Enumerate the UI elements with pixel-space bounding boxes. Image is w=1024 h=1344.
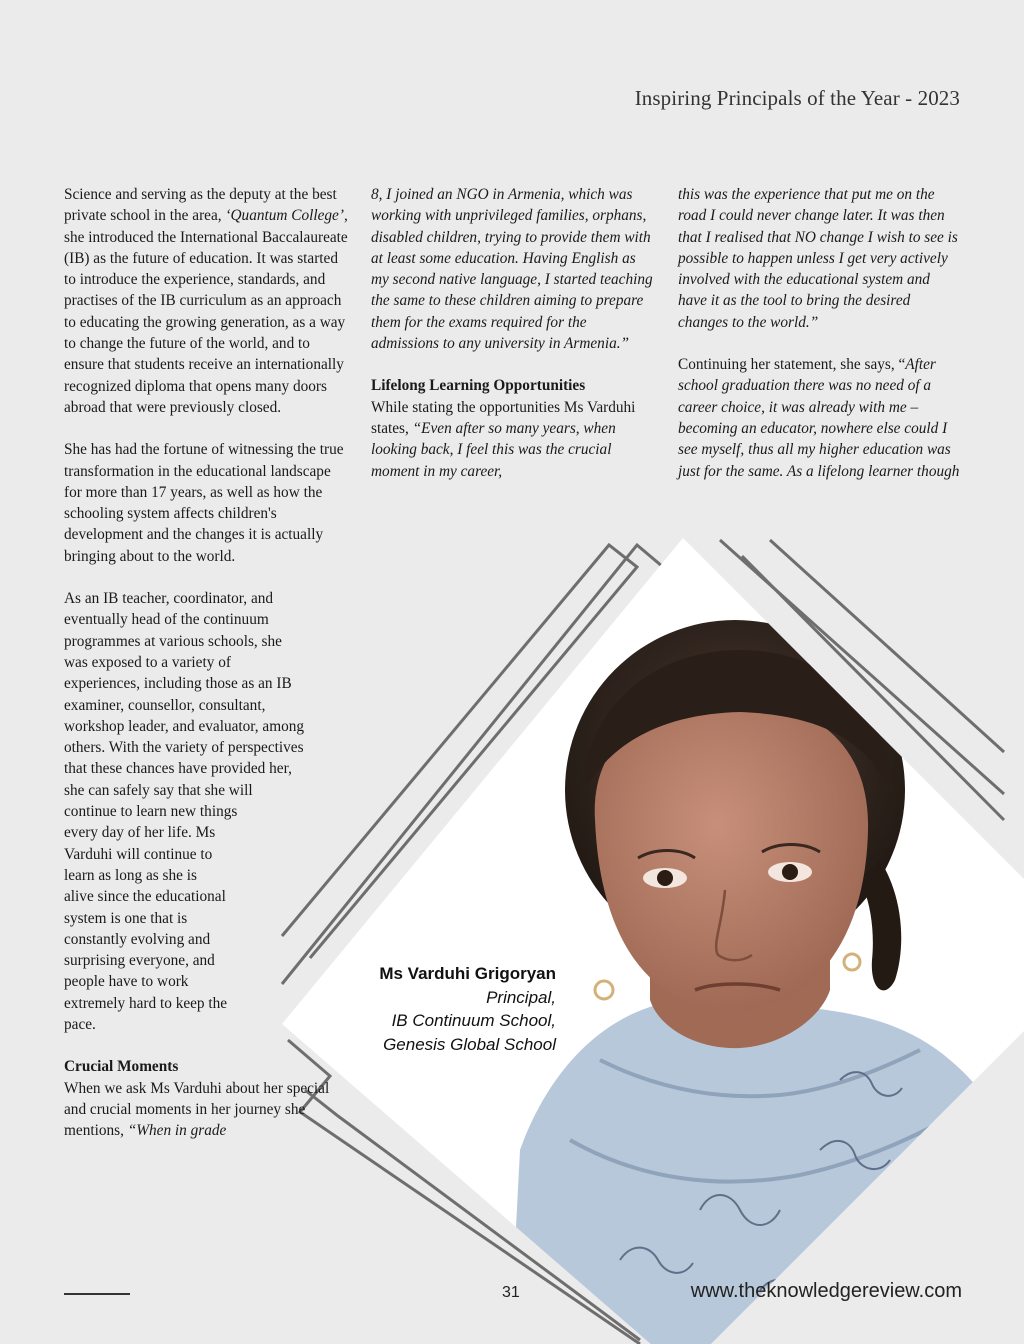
quote-crucial-moment: “Even after so many years, when looking back, I feel this was the crucial moment in my career, [371,419,616,480]
text-line: others. With the variety of perspectives [64,739,304,757]
text-line: pace. [64,1015,96,1033]
running-header-title: Inspiring Principals of the Year - 2023 [634,86,960,110]
paragraph-transformation: She has had the fortune of witnessing the true transformation in the educational landscape for more than 17 years, as well as how the schooling system affects children's development and the changes it is actually bringing about to the world. [64,441,344,565]
article-column-2 [371,184,657,503]
text-span: Science and serving as the deputy at the best private school in the area, [64,186,337,225]
text-line: continue to learn new things [64,803,238,821]
text-line: experiences, including those as an IB [64,675,292,693]
subheading-crucial-moments: Crucial Moments [64,1058,179,1076]
text-line: programmes at various schools, she [64,632,282,650]
text-line: eventually head of the continuum [64,611,269,629]
text-line: workshop leader, and evaluator, among [64,717,305,735]
article-column-3 [678,184,962,503]
text-line: As an IB teacher, coordinator, and [64,590,274,608]
footer-rule [64,1293,130,1295]
page-number: 31 [502,1284,520,1301]
text-span: When we ask Ms Varduhi about her special and crucial moments in her journey she mentions, [64,1079,330,1140]
text-line: learn as long as she is [64,866,197,884]
subheading-lifelong-learning: Lifelong Learning Opportunities [371,377,586,395]
paragraph-experience-quote: this was the experience that put me on the road I could never change later. It was then that I realised that NO change I wish to see is possible to happen unless I get very actively involved with the educational system and have it as the tool to bring the desired changes to the world.” [678,186,958,331]
text-line: constantly evolving and [64,930,211,948]
quote-career-choice: After school graduation there was no need of a career choice, it was already with me – becoming an educator, nowhere else could I see myself, thus all my higher education was just for the same. As a lifelong learner though [678,356,960,480]
paragraph-crucial-moments [64,1056,348,1141]
caption-school-1: IB Continuum School, [391,1011,556,1030]
text-span: , she introduced the International Baccalaureate (IB) as the future of education. It was started to introduce the experience, standards, and practises of the IB curriculum as an approach to educating the growing generation, as a way to change the future of the world, and to ensure that students receive an internationally recognized diploma that opens many doors abroad that were previously closed. [64,207,348,416]
paragraph-lifelong-learning [371,375,657,481]
quantum-college-quote: ‘Quantum College’ [225,207,344,225]
paragraph-ngo-quote: 8, I joined an NGO in Armenia, which was working with unprivileged families, orphans, disabled children, trying to provide them with at least some education. Having English as my second native language, I started teaching the same to these children aiming to prepare them for the exams required for the admissions to any university in Armenia.” [371,186,653,353]
text-span: Continuing her statement, she says, “ [678,356,906,374]
text-line: every day of her life. Ms [64,824,216,842]
text-line: was exposed to a variety of [64,653,231,671]
text-line: she can safely say that she will [64,781,253,799]
paragraph-continuing-statement [678,354,962,482]
quote-start: “When in grade [127,1122,227,1140]
text-line: surprising everyone, and [64,952,215,970]
caption-school-2: Genesis Global School [383,1034,556,1054]
paragraph-ib-introduction [64,184,348,418]
text-line: examiner, counsellor, consultant, [64,696,266,714]
text-line: Varduhi will continue to [64,845,213,863]
text-line: people have to work [64,973,189,991]
text-line: alive since the educational [64,888,226,906]
caption-role: Principal, [486,987,556,1007]
portrait-caption [300,962,556,1056]
caption-name: Ms Varduhi Grigoryan [379,964,556,983]
text-span: While stating the opportunities Ms Varduhi states, [371,398,636,437]
website-url: www.theknowledgereview.com [690,1280,962,1302]
text-line: that these chances have provided her, [64,760,292,778]
text-line: system is one that is [64,909,188,927]
text-line: extremely hard to keep the [64,994,228,1012]
